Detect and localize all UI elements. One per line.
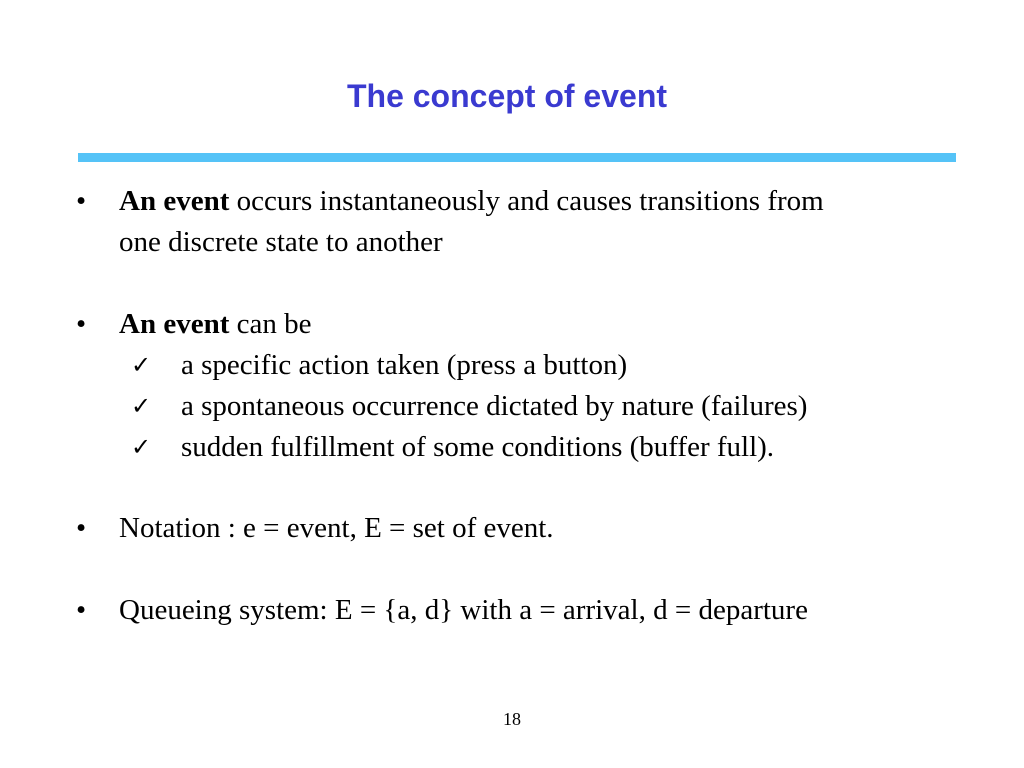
title-divider bbox=[78, 153, 956, 162]
bullet-icon: • bbox=[76, 308, 87, 340]
page-number: 18 bbox=[503, 709, 521, 729]
bullet-bold-term: An event bbox=[119, 308, 230, 340]
bullet-text-line1: occurs instantaneously and causes transitions from bbox=[236, 185, 824, 217]
bullet-bold-term: An event bbox=[119, 185, 230, 217]
bullet-icon: • bbox=[76, 185, 87, 217]
bullet-text: Queueing system: E = {a, d} with a = arrival, d = departure bbox=[119, 594, 808, 626]
sub-item-text: sudden fulfillment of some conditions (buffer full). bbox=[181, 431, 775, 463]
checkmark-icon: ✓ bbox=[131, 351, 152, 379]
sub-item-text: a specific action taken (press a button) bbox=[181, 349, 628, 381]
checkmark-icon: ✓ bbox=[131, 392, 152, 420]
bullet-text bbox=[119, 304, 959, 345]
bullet-text-line2: one discrete state to another bbox=[119, 226, 443, 258]
bullet-text: Notation : e = event, E = set of event. bbox=[119, 512, 554, 544]
bullet-icon: • bbox=[76, 594, 87, 626]
bullet-icon: • bbox=[76, 512, 87, 544]
checkmark-icon: ✓ bbox=[131, 433, 152, 461]
bullet-text-rest: can be bbox=[236, 308, 312, 340]
slide-title: The concept of event bbox=[346, 78, 668, 114]
bullet-text bbox=[119, 181, 959, 263]
sub-item-text: a spontaneous occurrence dictated by nature (failures) bbox=[181, 390, 808, 422]
